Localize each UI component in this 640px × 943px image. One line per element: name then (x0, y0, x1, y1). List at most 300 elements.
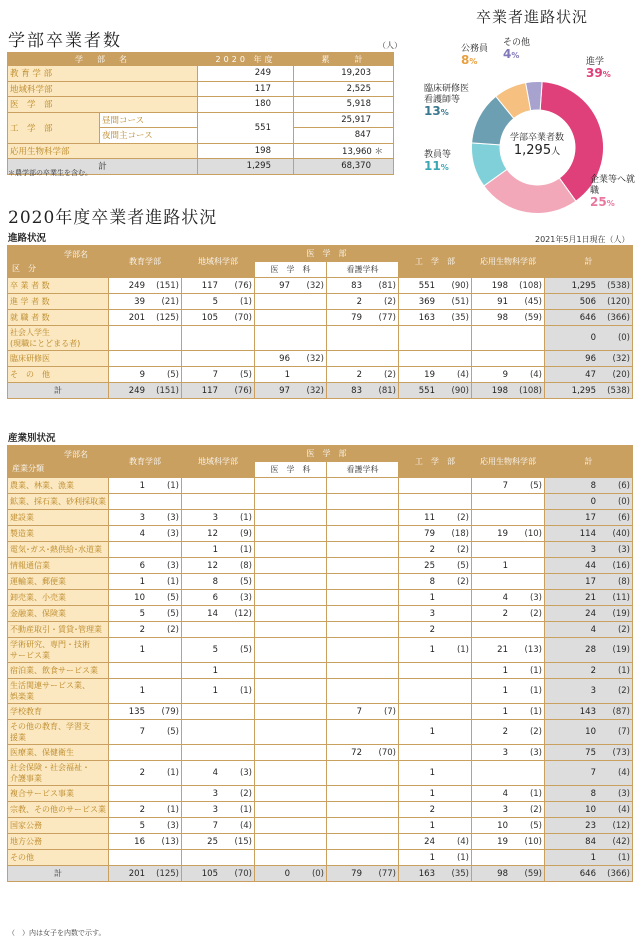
value-cell (472, 367, 545, 383)
row-label: 宗教、その他のサービス業 (8, 802, 109, 818)
value-cell (255, 542, 327, 558)
female-count-value: (19) (612, 645, 630, 655)
value-cell (255, 745, 327, 761)
value-cell (327, 510, 399, 526)
donut-center-value: 1,295 (513, 143, 552, 158)
total-cell (545, 278, 633, 294)
count-value: 5 (139, 608, 145, 619)
female-count-value: (45) (524, 296, 542, 307)
col-igaku: 医 学 部 (255, 446, 399, 462)
value-cell (182, 834, 255, 850)
value-cell (182, 761, 255, 786)
row-label: 複合サービス事業 (8, 786, 109, 802)
female-count-value: (3) (166, 528, 179, 539)
col-total: 計 (545, 446, 633, 478)
total-cell (545, 704, 633, 720)
female-count-value: (4) (617, 768, 630, 778)
total-cell (545, 574, 633, 590)
table-row (8, 638, 633, 663)
table-row (8, 834, 633, 850)
value-cell (327, 383, 399, 399)
female-count-value (441, 727, 469, 737)
count-value: 1 (429, 788, 435, 799)
corner-cell: 学部名 区 分 (8, 246, 109, 278)
value-cell (182, 510, 255, 526)
donut-center-unit: 人 (551, 147, 561, 157)
count-value: 91 (497, 296, 508, 307)
count-value: 8 (590, 480, 596, 491)
count-value: 25 (424, 560, 435, 571)
female-count-value: (76) (234, 385, 252, 396)
table-row (8, 850, 633, 866)
value-cell (182, 786, 255, 802)
donut-center-label: 学部卒業者数 (509, 133, 564, 143)
value-cell (472, 278, 545, 294)
value-cell (109, 574, 182, 590)
value-cell (327, 310, 399, 326)
female-count-value: (1) (239, 686, 252, 696)
value-cell (327, 294, 399, 310)
count-value: 24 (424, 836, 435, 847)
count-value: 3 (502, 804, 508, 815)
value-cell (255, 310, 327, 326)
value-cell (255, 478, 327, 494)
value-cell (472, 720, 545, 745)
female-count-value: (538) (607, 385, 630, 396)
female-count-value: (12) (612, 820, 630, 831)
female-count-value (441, 625, 469, 635)
count-value: 646 (579, 868, 596, 879)
female-count-value: (59) (524, 312, 542, 323)
female-count-value: (77) (378, 312, 396, 323)
value-cell (182, 850, 255, 866)
count-value: 1 (429, 645, 435, 655)
female-count-value: (5) (239, 369, 252, 380)
female-count-value (296, 370, 324, 380)
total-cell (545, 761, 633, 786)
value-cell (255, 638, 327, 663)
count-value: 5 (212, 296, 218, 307)
total-cell (545, 850, 633, 866)
female-count-value: (3) (529, 592, 542, 603)
status-asof: 2021年5月1日現在（人） (535, 235, 630, 244)
female-count-value: (5) (166, 608, 179, 619)
female-count-value (151, 645, 179, 655)
value-cell (255, 622, 327, 638)
value-cell (255, 574, 327, 590)
faculty-label: 応用生物科学部 (8, 143, 198, 159)
row-label: 金融業、保険業 (8, 606, 109, 622)
table-row (8, 278, 633, 294)
year-value: 117 (198, 81, 294, 97)
value-cell (109, 663, 182, 679)
row-label: 地方公務 (8, 834, 109, 850)
female-count-value: (2) (456, 576, 469, 587)
value-cell (399, 494, 472, 510)
count-value: 1 (429, 592, 435, 603)
header-total: 累 計 (294, 53, 394, 66)
value-cell (399, 310, 472, 326)
female-count-value: (2) (383, 369, 396, 380)
count-value: 79 (351, 312, 362, 323)
female-count-value: (35) (451, 868, 469, 879)
table-row (8, 558, 633, 574)
count-value: 135 (128, 706, 145, 717)
female-count-value: (16) (612, 560, 630, 571)
count-value: 14 (207, 608, 218, 619)
donut-label-shushoku: 企業等へ就職 25% (590, 175, 636, 209)
total-cell (545, 866, 633, 882)
col-kango: 看護学科 (327, 462, 399, 478)
female-count-value: (70) (378, 747, 396, 758)
count-value: 2 (139, 624, 145, 635)
female-count-value: (3) (239, 592, 252, 603)
total-cell (545, 606, 633, 622)
female-count-value: (366) (607, 868, 630, 879)
value-cell (255, 326, 327, 351)
total-cell (545, 478, 633, 494)
row-label: 情報通信業 (8, 558, 109, 574)
total-value: 25,917 (294, 112, 394, 128)
value-cell (109, 622, 182, 638)
value-cell (255, 590, 327, 606)
female-count-value: (3) (529, 747, 542, 758)
total-cell (545, 638, 633, 663)
course-label: 昼間コース (100, 112, 198, 128)
count-value: 7 (212, 820, 218, 831)
value-cell (109, 786, 182, 802)
value-cell (472, 510, 545, 526)
count-value: 3 (590, 544, 596, 555)
col-kyoiku: 教育学部 (109, 446, 182, 478)
row-label: 社会人学生 (現職にとどまる者) (8, 326, 109, 351)
row-label: 臨床研修医 (8, 351, 109, 367)
female-count-value: (2) (383, 296, 396, 307)
donut-label-shingaku: 進学 39% (586, 57, 611, 80)
value-cell (399, 294, 472, 310)
value-cell (109, 850, 182, 866)
value-cell (255, 606, 327, 622)
female-count-value: (0) (617, 496, 630, 507)
total-value: 2,525 (294, 81, 394, 97)
count-value: 1 (502, 665, 508, 676)
count-value: 2 (502, 608, 508, 619)
value-cell (182, 720, 255, 745)
count-value: 25 (207, 836, 218, 847)
count-value: 12 (207, 560, 218, 571)
count-value: 7 (139, 727, 145, 737)
year-value: 198 (198, 143, 294, 159)
female-count-value: (3) (166, 512, 179, 523)
value-cell (327, 622, 399, 638)
value-cell (399, 818, 472, 834)
count-value: 75 (585, 747, 596, 758)
value-cell (399, 704, 472, 720)
count-value: 98 (497, 312, 508, 323)
value-cell (472, 802, 545, 818)
col-kogaku: 工 学 部 (399, 446, 472, 478)
count-value: 1 (429, 727, 435, 737)
count-value: 2 (502, 727, 508, 737)
count-value: 2 (356, 369, 362, 380)
female-count-value: (1) (529, 665, 542, 676)
value-cell (182, 590, 255, 606)
value-cell (472, 745, 545, 761)
value-cell (109, 720, 182, 745)
female-count-value: (3) (166, 820, 179, 831)
total-cell (545, 745, 633, 761)
count-value: 2 (139, 804, 145, 815)
count-value: 1 (139, 480, 145, 491)
count-value: 97 (279, 280, 290, 291)
value-cell (255, 294, 327, 310)
female-count-value: (2) (617, 686, 630, 696)
value-cell (399, 526, 472, 542)
female-count-value: (42) (612, 836, 630, 847)
year-value: 1,295 (198, 159, 294, 175)
value-cell (182, 383, 255, 399)
count-value: 4 (502, 788, 508, 799)
faculty-label: 工 学 部 (8, 112, 100, 143)
value-cell (399, 679, 472, 704)
col-chiiki: 地域科学部 (182, 246, 255, 278)
female-count-value: (1) (529, 788, 542, 799)
female-count-value: (7) (617, 727, 630, 737)
value-cell (399, 367, 472, 383)
count-value: 16 (134, 836, 145, 847)
female-count-value: (5) (239, 645, 252, 655)
count-value: 2 (139, 768, 145, 778)
faculty-label: 教 育 学 部 (8, 66, 198, 82)
value-cell (399, 745, 472, 761)
female-count-value: (2) (239, 788, 252, 799)
female-count-value: (538) (607, 280, 630, 291)
value-cell (182, 663, 255, 679)
row-label: 農業、林業、漁業 (8, 478, 109, 494)
value-cell (327, 326, 399, 351)
female-count-value (441, 789, 469, 799)
female-count-value: (5) (166, 369, 179, 380)
value-cell (399, 786, 472, 802)
count-value: 5 (139, 820, 145, 831)
value-cell (399, 850, 472, 866)
female-count-value: (2) (456, 544, 469, 555)
count-value: 1 (590, 852, 596, 863)
female-count-value: (1) (239, 296, 252, 307)
value-cell (472, 866, 545, 882)
female-count-value: (6) (617, 512, 630, 523)
value-cell (327, 606, 399, 622)
count-value: 19 (497, 836, 508, 847)
count-value: 2 (429, 804, 435, 815)
value-cell (327, 818, 399, 834)
female-count-value: (151) (156, 385, 179, 396)
female-count-value: (4) (456, 369, 469, 380)
table-row (8, 745, 633, 761)
count-value: 28 (585, 645, 596, 655)
female-count-value: (108) (519, 280, 542, 291)
female-count-value (441, 768, 469, 778)
faculty-label: 医 学 部 (8, 97, 198, 113)
value-cell (255, 818, 327, 834)
count-value: 1 (502, 560, 508, 571)
value-cell (255, 679, 327, 704)
count-value: 1 (139, 576, 145, 587)
total-cell (545, 818, 633, 834)
count-value: 1,295 (571, 280, 596, 291)
total-cell (545, 802, 633, 818)
value-cell (182, 622, 255, 638)
value-cell (255, 510, 327, 526)
value-cell (399, 638, 472, 663)
female-count-value: (32) (306, 280, 324, 291)
value-cell (472, 383, 545, 399)
female-count-value: (3) (166, 560, 179, 571)
female-count-value: (5) (456, 560, 469, 571)
female-count-value: (7) (383, 706, 396, 717)
count-value: 17 (585, 512, 596, 523)
female-count-value: (32) (612, 353, 630, 364)
table-row (8, 494, 633, 510)
female-count-value: (40) (612, 528, 630, 539)
col-chiiki: 地域科学部 (182, 446, 255, 478)
female-count-value: (2) (529, 727, 542, 737)
value-cell (109, 326, 182, 351)
value-cell (109, 558, 182, 574)
count-value: 1 (212, 686, 218, 696)
value-cell (472, 558, 545, 574)
value-cell (327, 278, 399, 294)
table-row (8, 574, 633, 590)
count-value: 1 (502, 706, 508, 717)
female-count-value: (1) (617, 665, 630, 676)
row-label: そ の 他 (8, 367, 109, 383)
industry-table (7, 445, 633, 882)
count-value: 7 (590, 768, 596, 778)
total-cell (545, 558, 633, 574)
row-label: 就 職 者 数 (8, 310, 109, 326)
female-count-value: (13) (161, 836, 179, 847)
col-igakuka: 医 学 科 (255, 462, 327, 478)
female-count-value: (0) (311, 868, 324, 879)
value-cell (182, 818, 255, 834)
female-count-value: (366) (607, 312, 630, 323)
female-count-value: (5) (166, 592, 179, 603)
count-value: 1 (139, 686, 145, 696)
status-table (7, 245, 633, 399)
value-cell (182, 866, 255, 882)
value-cell (327, 720, 399, 745)
count-value: 98 (497, 868, 508, 879)
female-count-value: (73) (612, 747, 630, 758)
total-label: 計 (8, 159, 198, 175)
value-cell (182, 310, 255, 326)
female-count-value: (70) (234, 312, 252, 323)
value-cell (399, 510, 472, 526)
count-value: 11 (424, 512, 435, 523)
value-cell (399, 606, 472, 622)
value-cell (472, 663, 545, 679)
female-count-value: (32) (306, 385, 324, 396)
value-cell (327, 745, 399, 761)
female-count-value: (2) (617, 624, 630, 635)
total-cell (545, 294, 633, 310)
value-cell (109, 351, 182, 367)
count-value: 44 (585, 560, 596, 571)
total-cell (545, 383, 633, 399)
value-cell (255, 278, 327, 294)
female-count-value: (125) (156, 868, 179, 879)
row-label: 不動産取引・賃貸･管理業 (8, 622, 109, 638)
female-count-value: (4) (456, 836, 469, 847)
value-cell (327, 574, 399, 590)
count-value: 1,295 (571, 385, 596, 396)
value-cell (182, 294, 255, 310)
female-count-value: (8) (617, 576, 630, 587)
count-value: 551 (418, 385, 435, 396)
female-count-value: (3) (617, 544, 630, 555)
female-count-value: (32) (306, 353, 324, 364)
count-value: 10 (585, 727, 596, 737)
value-cell (472, 326, 545, 351)
female-count-value: (90) (451, 385, 469, 396)
female-count-value: (1) (166, 804, 179, 815)
row-label: 進 学 者 数 (8, 294, 109, 310)
table-row (8, 818, 633, 834)
value-cell (399, 761, 472, 786)
value-cell (472, 351, 545, 367)
value-cell (109, 278, 182, 294)
value-cell (109, 802, 182, 818)
count-value: 23 (585, 820, 596, 831)
year-value: 551 (198, 112, 294, 143)
count-value: 4 (590, 624, 596, 635)
table-row (8, 590, 633, 606)
value-cell (109, 310, 182, 326)
value-cell (399, 383, 472, 399)
value-cell (472, 704, 545, 720)
value-cell (472, 606, 545, 622)
total-value: 68,370 (294, 159, 394, 175)
value-cell (109, 638, 182, 663)
col-kango: 看護学科 (327, 262, 399, 278)
value-cell (472, 310, 545, 326)
count-value: 72 (351, 747, 362, 758)
female-count-value (441, 609, 469, 619)
table-row (8, 510, 633, 526)
value-cell (327, 526, 399, 542)
female-count-value: (151) (156, 280, 179, 291)
count-value: 21 (585, 592, 596, 603)
header-year: 2020 年度 (198, 53, 294, 66)
value-cell (182, 606, 255, 622)
value-cell (472, 478, 545, 494)
count-value: 249 (128, 385, 145, 396)
row-label: 学校教育 (8, 704, 109, 720)
row-label: 計 (8, 866, 109, 882)
table-row (8, 704, 633, 720)
female-count-value: (1) (456, 852, 469, 863)
value-cell (472, 786, 545, 802)
row-label: 運輸業、郵便業 (8, 574, 109, 590)
female-count-value: (9) (239, 528, 252, 539)
count-value: 24 (585, 608, 596, 619)
total-cell (545, 590, 633, 606)
count-value: 5 (212, 645, 218, 655)
female-count-value: (11) (612, 592, 630, 603)
value-cell (109, 745, 182, 761)
count-value: 198 (491, 280, 508, 291)
